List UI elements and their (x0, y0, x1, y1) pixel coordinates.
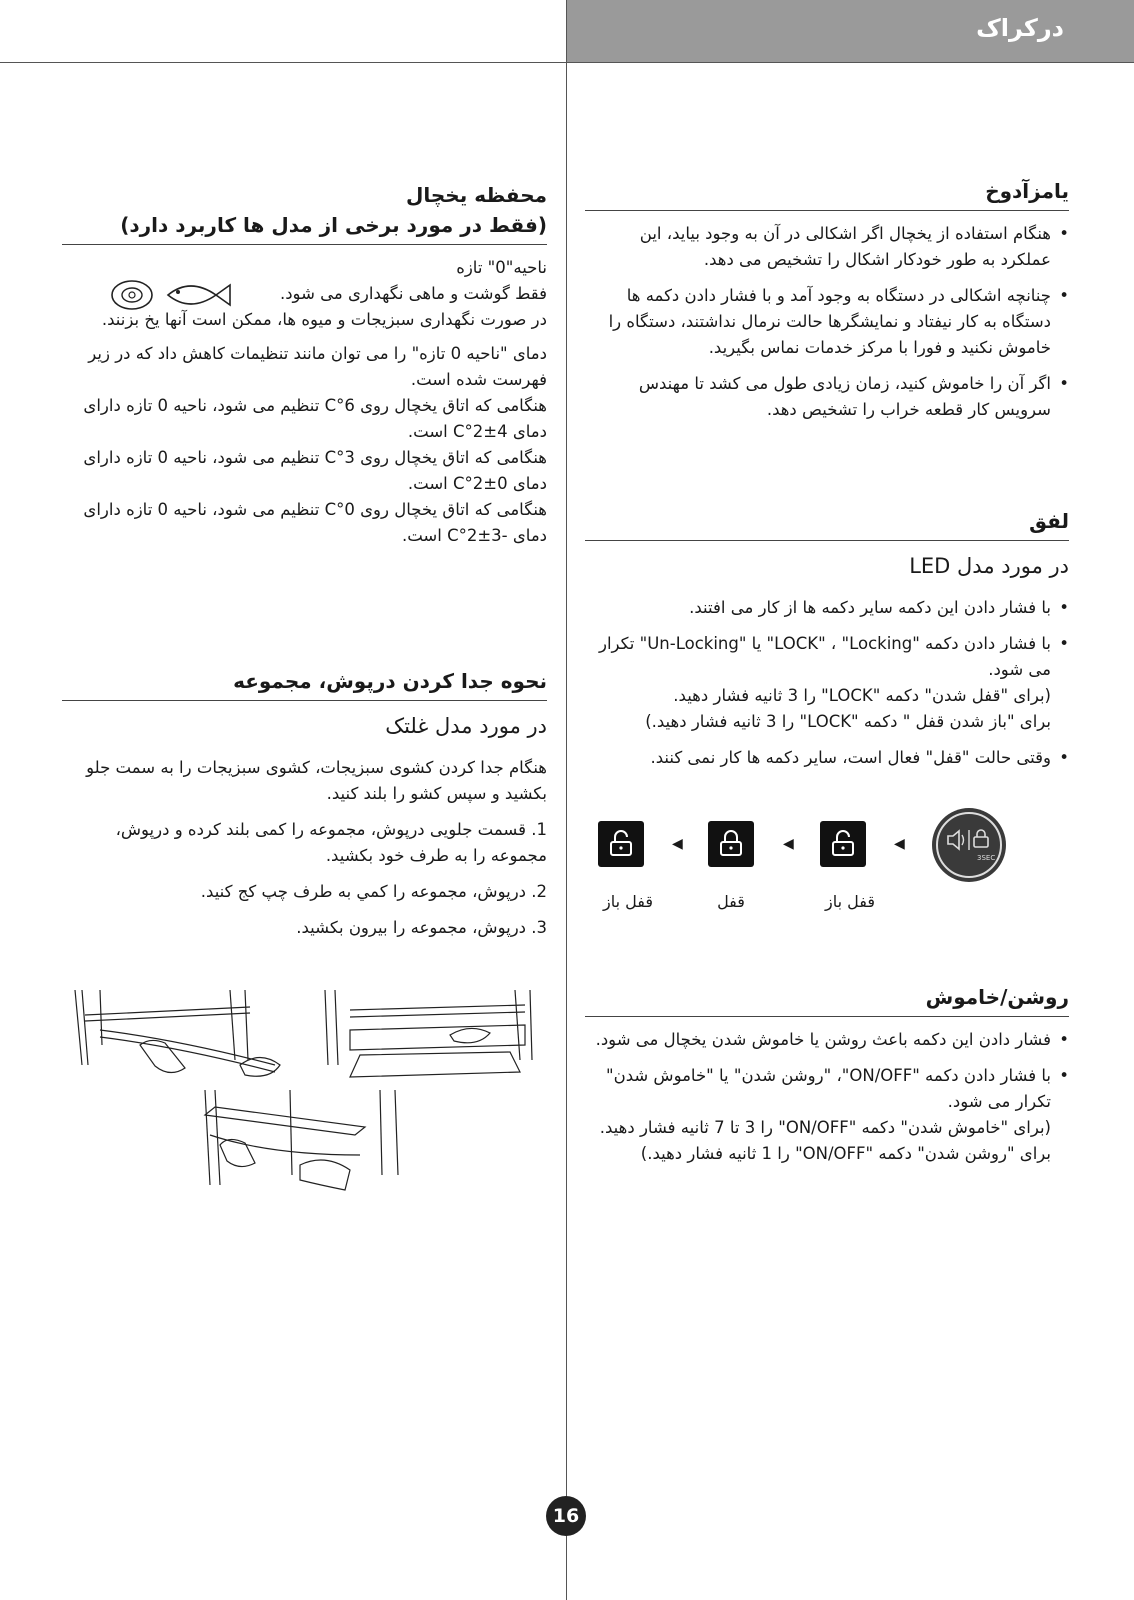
list-item: • با فشار دادن دکمه "ON/OFF"، "روشن شدن" یا "خاموش شدن" تکرار می شود. (برای "خاموش شدن" دکمه "ON/OFF" را 3 تا 7 ثانیه فشار دهید. برای "روشن شدن" دکمه "ON/OFF" را 1 ثانیه فشار دهید.) (585, 1063, 1069, 1167)
section-subtitle: در مورد مدل LED (909, 554, 1069, 578)
bullet-list (585, 595, 1069, 771)
section-title: نحوه جدا کردن درپوش، مجموعه (233, 669, 547, 693)
lock-button-icon (932, 808, 1006, 882)
header-rule (0, 62, 1134, 63)
bullet-list (585, 1027, 1069, 1167)
arrow-left-icon: ◀ (783, 836, 794, 852)
section-subtitle: در مورد مدل غلتک (385, 714, 547, 738)
text-line: هنگامی که اتاق یخچال روی 3°C تنظیم می شود، ناحیه 0 تازه دارای دمای 0±2°C است. (83, 448, 547, 493)
list-item: 1. قسمت جلویی درپوش، مجموعه را کمی بلند کرده و درپوش، مجموعه را به طرف خود بکشید. (115, 820, 547, 865)
text-line: در صورت نگهداری سبزیجات و میوه ها، ممکن است آنها یخ بزنند. (101, 310, 547, 329)
zone-label: ناحیه"0" تازه (456, 258, 547, 277)
text-line: دمای "ناحیه 0 تازه" را می توان مانند تنظیمات کاهش داد که در زیر فهرست شده است. (88, 344, 547, 389)
drawer-removal-illustration (70, 985, 545, 1215)
icon-label: قفل باز (825, 892, 875, 911)
list-item: 2. درپوش، مجموعه را کمي به طرف چپ كج کنید. (200, 882, 547, 901)
list-item: • با فشار دادن دکمه "LOCK" ، "Locking" یا "Un-Locking" تکرار می شود. (برای "قفل شدن" دکمه "LOCK" را 3 ثانیه فشار دهید. برای "باز شدن قفل " دکمه "LOCK" را 3 ثانیه فشار دهید.) (585, 631, 1069, 735)
text-line: فقط گوشت و ماهی نگهداری می شود. (279, 284, 547, 303)
section-rule (585, 1016, 1069, 1017)
section-rule (62, 700, 547, 701)
list-item: • چنانچه اشکالی در دستگاه به وجود آمد و با فشار دادن دکمه ها دستگاه به کار نیفتاد و نمایشگرها حالت نرمال نداشتند، دستگاه را خاموش نکنید و فورا با مرکز خدمات نماس بگیرید. (585, 283, 1069, 361)
list-item: 3. درپوش، مجموعه را بیرون بکشید. (296, 918, 547, 937)
text-line: هنگامی که اتاق یخچال روی 6°C تنظیم می شود، ناحیه 0 تازه دارای دمای 4±2°C است. (83, 396, 547, 441)
header-bar (567, 0, 1134, 62)
lock-section (585, 506, 1069, 781)
remove-cover-section (62, 666, 547, 951)
bullet-list (585, 221, 1069, 423)
page-number: 16 (546, 1496, 586, 1536)
meat-fish-icon (110, 277, 240, 311)
arrow-left-icon: ◀ (894, 836, 905, 852)
section-rule (62, 244, 547, 245)
section-title-note: (فقط در مورد برخی از مدل ها کاربرد دارد) (120, 213, 547, 237)
section-rule (585, 210, 1069, 211)
text-line: هنگامی که اتاق یخچال روی 0°C تنظیم می شود، ناحیه 0 تازه دارای دمای -3±2°C است. (83, 500, 547, 545)
list-item: • با فشار دادن این دکمه سایر دکمه ها از کار می افتند. (585, 595, 1069, 621)
unlock-icon (820, 821, 866, 867)
lock-icon (708, 821, 754, 867)
lock-sequence-diagram (598, 808, 1038, 918)
power-section (585, 982, 1069, 1177)
intro-text: هنگام جدا کردن کشوی سبزیجات، کشوی سبزیجات را به سمت جلو بکشید و سپس کشو را بلند کنید. (86, 758, 547, 803)
column-divider (566, 0, 567, 1600)
section-title: محفظه یخچال (406, 183, 547, 207)
unlock-icon (598, 821, 644, 867)
list-item: • فشار دادن این دکمه باعث روشن یا خاموش شدن یخچال می شود. (585, 1027, 1069, 1053)
page-header-title: درکراک (976, 14, 1064, 42)
list-item: • اگر آن را خاموش کنید، زمان زیادی طول می کشد تا مهندس سرویس کار قطعه خراب را تشخیص دهد. (585, 371, 1069, 423)
arrow-left-icon: ◀ (672, 836, 683, 852)
list-item: • هنگام استفاده از یخچال اگر اشکالی در آن به وجود بیاید، این عملکرد به طور خودکار اشکال را تشخیص می دهد. (585, 221, 1069, 273)
list-item: • وقتی حالت "قفل" فعال است، سایر دکمه ها کار نمی کنند. (585, 745, 1069, 771)
section-title: لفق (1029, 509, 1069, 533)
timer-label: 3SEC (977, 854, 996, 862)
step-list (62, 817, 547, 941)
section-title: روشن/خاموش (925, 985, 1069, 1009)
fresh-zone-section (62, 180, 547, 549)
auto-diagnosis-section (585, 176, 1069, 433)
section-title: یامزآدوخ (985, 179, 1069, 203)
section-rule (585, 540, 1069, 541)
icon-label: قفل (717, 892, 745, 911)
icon-label: قفل باز (603, 892, 653, 911)
